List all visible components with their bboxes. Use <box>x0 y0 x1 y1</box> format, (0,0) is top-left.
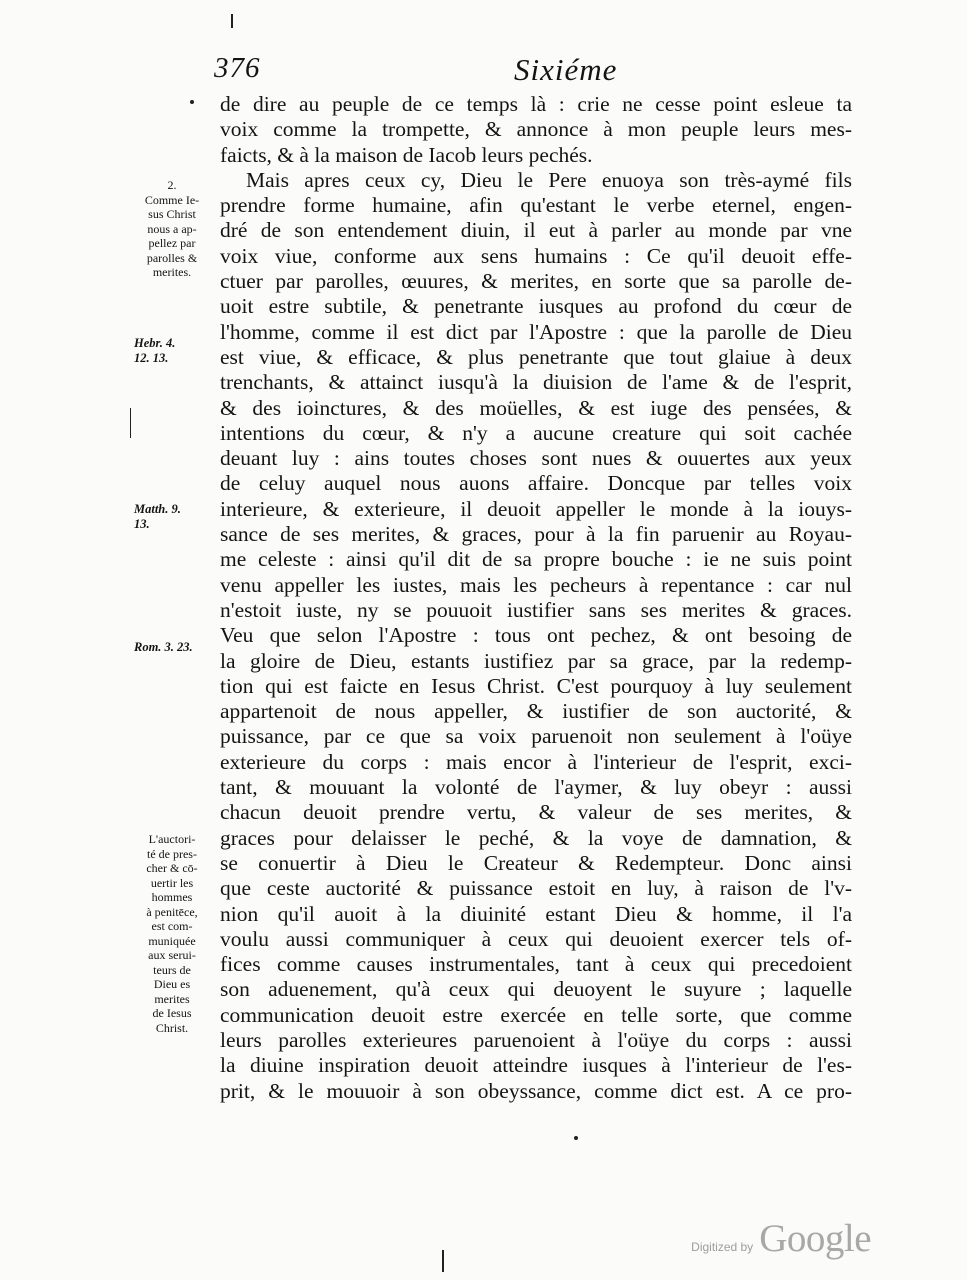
text-line: prendre forme humaine, afin qu'estant le verbe eternel, engen- <box>220 193 852 218</box>
margin-note-line: 12. 13. <box>134 350 169 365</box>
text-line: communication deuoit estre exercée en telle sorte, que comme <box>220 1002 852 1027</box>
margin-note-line: 13. <box>134 516 150 531</box>
text-line: que ceste auctorité & puissance estoit en luy, à raison de l'v- <box>220 876 852 901</box>
text-line: prit, & le mouuoir à son obeyssance, comme dict est. A ce pro- <box>220 1078 852 1103</box>
margin-note-line: cher & cō- <box>146 861 198 875</box>
text-line: exterieure du corps : mais encor à l'interieur de l'esprit, exci- <box>220 749 852 774</box>
text-line: dré de son entendement diuin, il eut à parler au monde par vne <box>220 218 852 243</box>
margin-note-line: 2. <box>167 178 177 192</box>
margin-note-line: nous a ap- <box>147 221 197 236</box>
text-line: se conuertir à Dieu le Createur & Redempteur. Donc ainsi <box>220 850 852 875</box>
scan-mark <box>442 1250 444 1272</box>
text-line: est viue, & efficace, & plus penetrante que tout glaiue à deux <box>220 344 852 369</box>
text-line: me celeste : ainsi qu'il dit de sa propre bouche : ie ne suis point <box>220 547 852 572</box>
margin-note-line: à penitēce, <box>146 904 198 919</box>
text-line: fices comme causes instrumentales, tant à ceux qui precedoient <box>220 952 852 977</box>
text-line: deuant luy : ains toutes choses sont nues & ouuertes aux yeux <box>220 446 852 471</box>
text-line: tant, & mouuant la volonté de l'aymer, & luy obeyr : aussi <box>220 775 852 800</box>
margin-ref-hebrews <box>134 336 214 365</box>
digitized-by-label: Digitized by <box>691 1240 754 1254</box>
text-line: son aduenement, qu'à ceux qui deuoyent le suyure ; laquelle <box>220 977 852 1002</box>
text-line: puissance, par ce que sa voix paruenoit non seulement à l'oüye <box>220 724 852 749</box>
scan-dot <box>574 1136 578 1140</box>
text-line: de celuy auquel nous auons affaire. Doncque par telles voix <box>220 471 852 496</box>
margin-note-line: merites. <box>152 265 192 279</box>
scan-mark <box>231 14 233 28</box>
margin-note-line: Comme Ie- <box>144 192 200 207</box>
text-line: chacun deuoit prendre vertu, & valeur de ses merites, & <box>220 800 852 825</box>
margin-note-line: teurs de <box>153 962 191 977</box>
margin-note-line: Matth. 9. <box>134 502 181 516</box>
margin-ref-matthew <box>134 502 214 531</box>
text-line: la diuine inspiration deuoit atteindre iusques à l'interieur de l'es- <box>220 1053 852 1078</box>
text-line: l'homme, comme il est dict par l'Apostre : que la parolle de Dieu <box>220 319 852 344</box>
text-line: uoit estre subtile, & penetrante iusques au profond du cœur de <box>220 294 852 319</box>
text-line: leurs parolles exterieures paruenoient à l'oüye du corps : aussi <box>220 1027 852 1052</box>
text-line: trenchants, & attainct iusqu'à la diuision de l'ame & de l'esprit, <box>220 370 852 395</box>
margin-note-line: Rom. 3. 23. <box>134 640 193 654</box>
text-line: voix comme la trompette, & annonce à mon peuple leurs mes- <box>220 117 852 142</box>
margin-note-line: est com- <box>151 919 193 933</box>
margin-note-line: Hebr. 4. <box>134 336 176 350</box>
text-line: Veu que selon l'Apostre : tous ont pechez, & ont besoing de <box>220 623 852 648</box>
text-line: voix viue, conforme aux sens humains : Ce qu'il deuoit effe- <box>220 243 852 268</box>
margin-note-auctorite <box>132 832 212 1035</box>
scan-dot <box>190 100 194 104</box>
page-number: 376 <box>214 52 261 84</box>
margin-note-line: sus Christ <box>148 207 196 221</box>
margin-note-line: L'auctori- <box>148 832 196 846</box>
text-line: venu appeller les iustes, mais les pecheurs à repentance : car nul <box>220 572 852 597</box>
margin-note-line: merites <box>154 991 190 1006</box>
margin-note-line: pellez par <box>148 236 196 250</box>
text-line: appartenoit de nous appeller, & iustifier de son auctorité, & <box>220 699 852 724</box>
margin-note-section-2 <box>132 178 212 280</box>
margin-note-line: aux serui- <box>148 948 196 962</box>
margin-ref-romans <box>134 640 214 655</box>
scan-mark <box>130 408 131 438</box>
text-line: faicts, & à la maison de Iacob leurs pechés. <box>220 142 593 167</box>
margin-note-line: muniquée <box>148 933 196 948</box>
text-line: intentions du cœur, & n'y a aucune creature qui soit cachée <box>220 420 852 445</box>
digitized-by-google-watermark <box>691 1216 871 1261</box>
text-line: sance de ses merites, & graces, pour à la fin paruenir au Royau- <box>220 522 852 547</box>
margin-note-line: parolles & <box>146 250 198 265</box>
text-line: n'estoit iuste, ny se pouuoit iustifier sans ses merites & graces. <box>220 597 852 622</box>
text-line: Mais apres ceux cy, Dieu le Pere enuoya son très-aymé fils <box>246 167 852 192</box>
text-line: ctuer par parolles, œuures, & merites, en sorte que sa parolle de- <box>220 269 852 294</box>
text-line: tion qui est faicte en Iesus Christ. C'est pourquoy à luy seulement <box>220 673 852 698</box>
text-line: la gloire de Dieu, estants iustifiez par sa grace, par la redemp- <box>220 648 852 673</box>
margin-note-line: uertir les <box>150 875 194 890</box>
text-line: de dire au peuple de ce temps là : crie ne cesse point esleue ta <box>220 92 852 116</box>
body-text <box>220 92 852 1104</box>
text-line: voulu aussi communiquer à ceux qui deuoient exercer tels of- <box>220 926 852 951</box>
margin-note-line: Christ. <box>155 1020 189 1035</box>
margin-note-line: té de pres- <box>147 846 197 861</box>
text-line: nion qu'il auoit à la diuinité estant Dieu & homme, il l'a <box>220 901 852 926</box>
text-line: & des ioinctures, & des moüelles, & est iuge des pensées, & <box>220 395 852 420</box>
margin-note-line: de Iesus <box>152 1006 192 1020</box>
margin-note-line: Dieu es <box>153 977 191 991</box>
margin-note-line: hommes <box>151 890 193 904</box>
running-head: Sixiéme <box>514 52 618 87</box>
google-logo: Google <box>759 1217 871 1260</box>
text-line: graces pour delaisser le peché, & la voye de damnation, & <box>220 825 852 850</box>
text-line: interieure, & exterieure, il deuoit appeller le monde à la iouys- <box>220 496 852 521</box>
